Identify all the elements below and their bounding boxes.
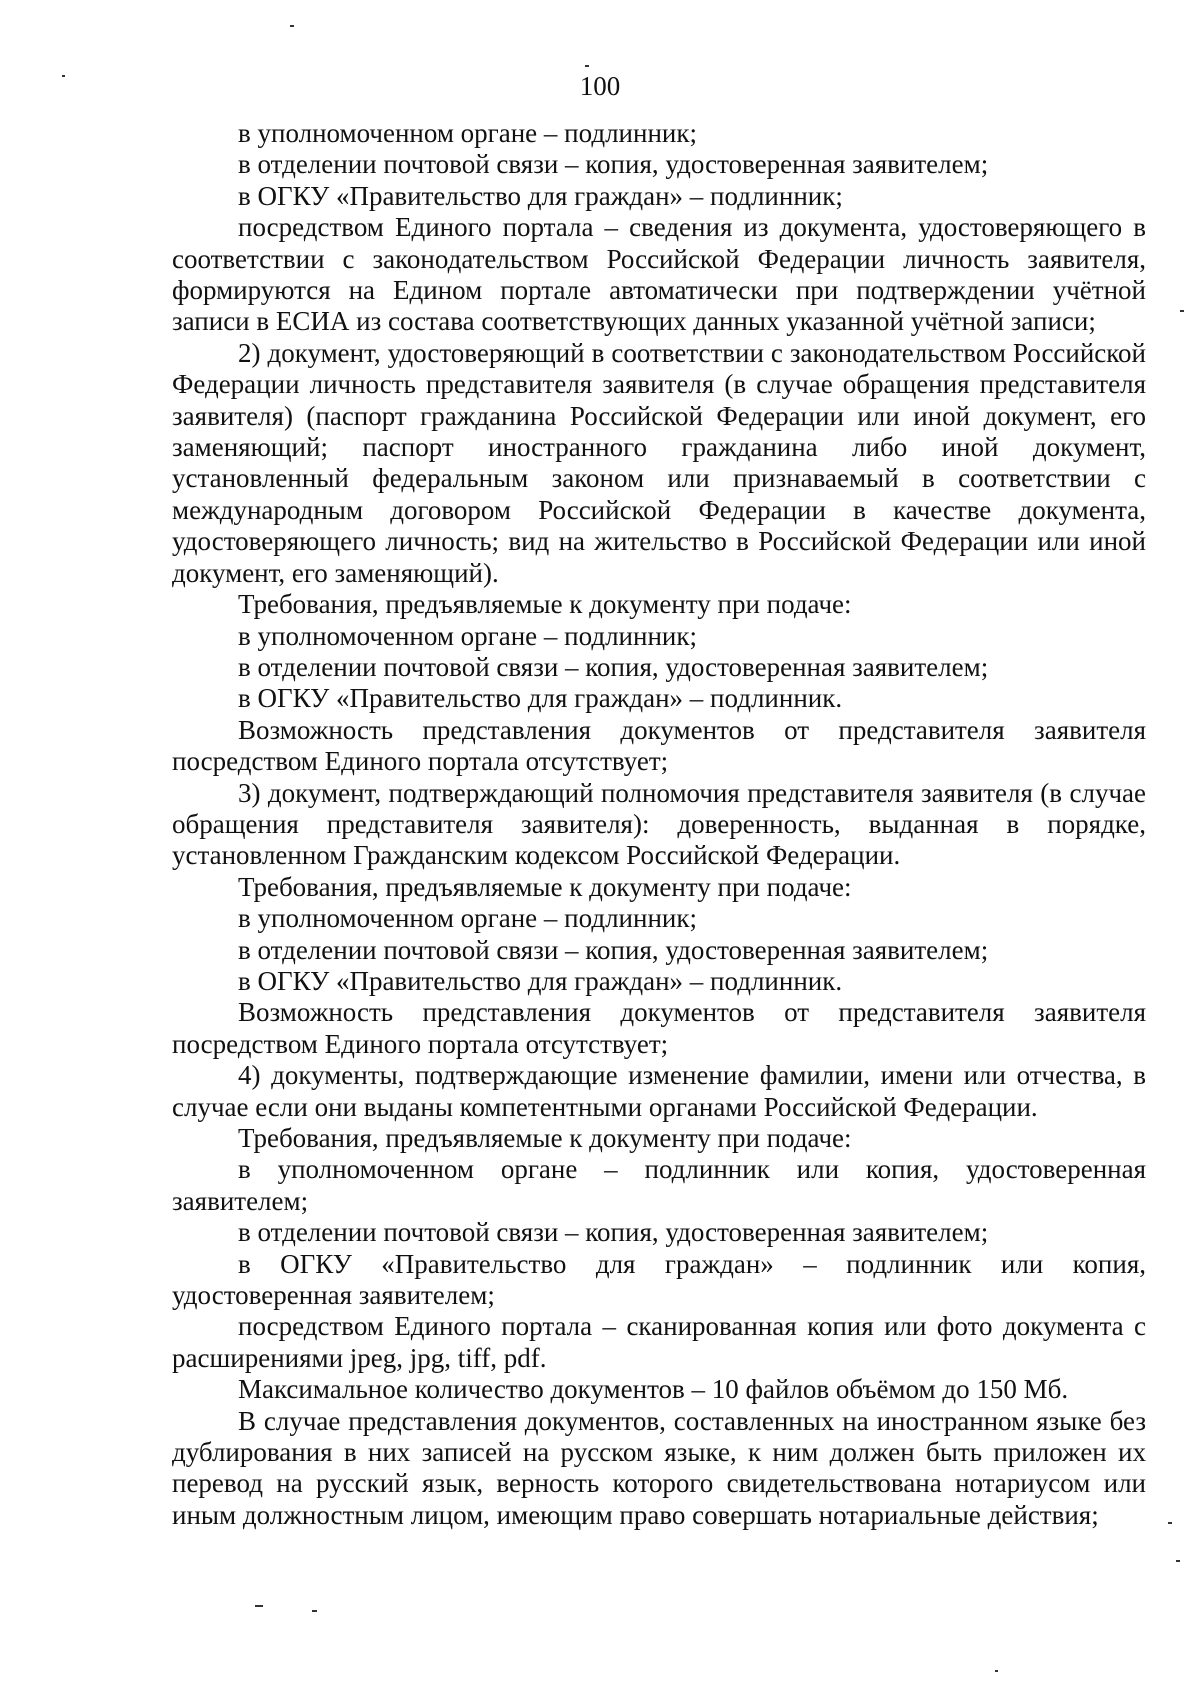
scan-speck [290,25,294,27]
scan-speck [585,65,589,67]
paragraph: Возможность представления документов от представителя заявителя посредством Единого портала отсутствует; [172,997,1146,1059]
paragraph: 4) документы, подтверждающие изменение фамилии, имени или отчества, в случае если они выданы компетентными органами Российской Федерации. [172,1060,1146,1122]
paragraph: В случае представления документов, составленных на иностранном языке без дублирования в них записей на русском языке, к ним должен быть приложен их перевод на русский язык, верность которого свидетельствована нотариусом или иным должностным лицом, имеющим право совершать нотариальные действия; [172,1405,1146,1530]
paragraph: в уполномоченном органе – подлинник; [238,903,697,934]
paragraph: в ОГКУ «Правительство для граждан» – подлинник. [238,965,843,996]
scan-speck [1180,310,1184,312]
scan-speck [62,75,65,77]
scan-speck [1168,1522,1172,1524]
paragraph: в уполномоченном органе – подлинник или копия, удостоверенная заявителем; [172,1154,1146,1216]
paragraph: в ОГКУ «Правительство для граждан» – подлинник; [238,180,843,211]
paragraph: в отделении почтовой связи – копия, удостоверенная заявителем; [238,1217,989,1248]
paragraph: Возможность представления документов от представителя заявителя посредством Единого портала отсутствует; [172,714,1146,777]
document-body [172,118,1146,1531]
paragraph: в отделении почтовой связи – копия, удостоверенная заявителем; [238,934,989,965]
page-number: 100 [579,71,621,101]
paragraph: Требования, предъявляемые к документу при подаче: [238,1123,852,1153]
paragraph: посредством Единого портала – сведения из документа, удостоверяющего в соответствии с законодательством Российской Федерации личность заявителя, формируются на Едином портале автоматически при подтверждении учётной записи в ЕСИА из состава соответствующих данных указанной учётной записи; [172,212,1146,337]
paragraph: в ОГКУ «Правительство для граждан» – подлинник. [238,683,843,714]
scan-speck [255,1605,263,1607]
paragraph: Требования, предъявляемые к документу при подаче: [238,871,852,902]
scan-speck [312,1610,317,1612]
paragraph: в отделении почтовой связи – копия, удостоверенная заявителем; [238,149,989,180]
paragraph: в уполномоченном органе – подлинник; [238,118,697,148]
scan-speck [995,1670,998,1672]
paragraph: в отделении почтовой связи – копия, удостоверенная заявителем; [238,651,989,682]
paragraph: 2) документ, удостоверяющий в соответствии с законодательством Российской Федерации личность представителя заявителя (в случае обращения представителя заявителя) (паспорт гражданина Российской Федерации или иной документ, его заменяющий; паспорт иностранного гражданина либо иной документ, установленный федеральным законом или признаваемый в соответствии с международным договором Российской Федерации в качестве документа, удостоверяющего личность; вид на жительство в Российской Федерации или иной документ, его заменяющий). [172,337,1146,588]
paragraph: Требования, предъявляемые к документу при подаче: [238,589,852,620]
paragraph: 3) документ, подтверждающий полномочия представителя заявителя (в случае обращения представителя заявителя): доверенность, выданная в порядке, установленном Гражданским кодексом Российской Федерации. [172,777,1146,871]
scan-speck [1176,1560,1180,1562]
paragraph: в уполномоченном органе – подлинник; [238,620,697,651]
paragraph: посредством Единого портала – сканированная копия или фото документа с расширениями jpeg, jpg, tiff, pdf. [172,1311,1146,1373]
paragraph: в ОГКУ «Правительство для граждан» – подлинник или копия, удостоверенная заявителем; [172,1248,1146,1311]
paragraph: Максимальное количество документов – 10 файлов объёмом до 150 Мб. [238,1374,1069,1405]
